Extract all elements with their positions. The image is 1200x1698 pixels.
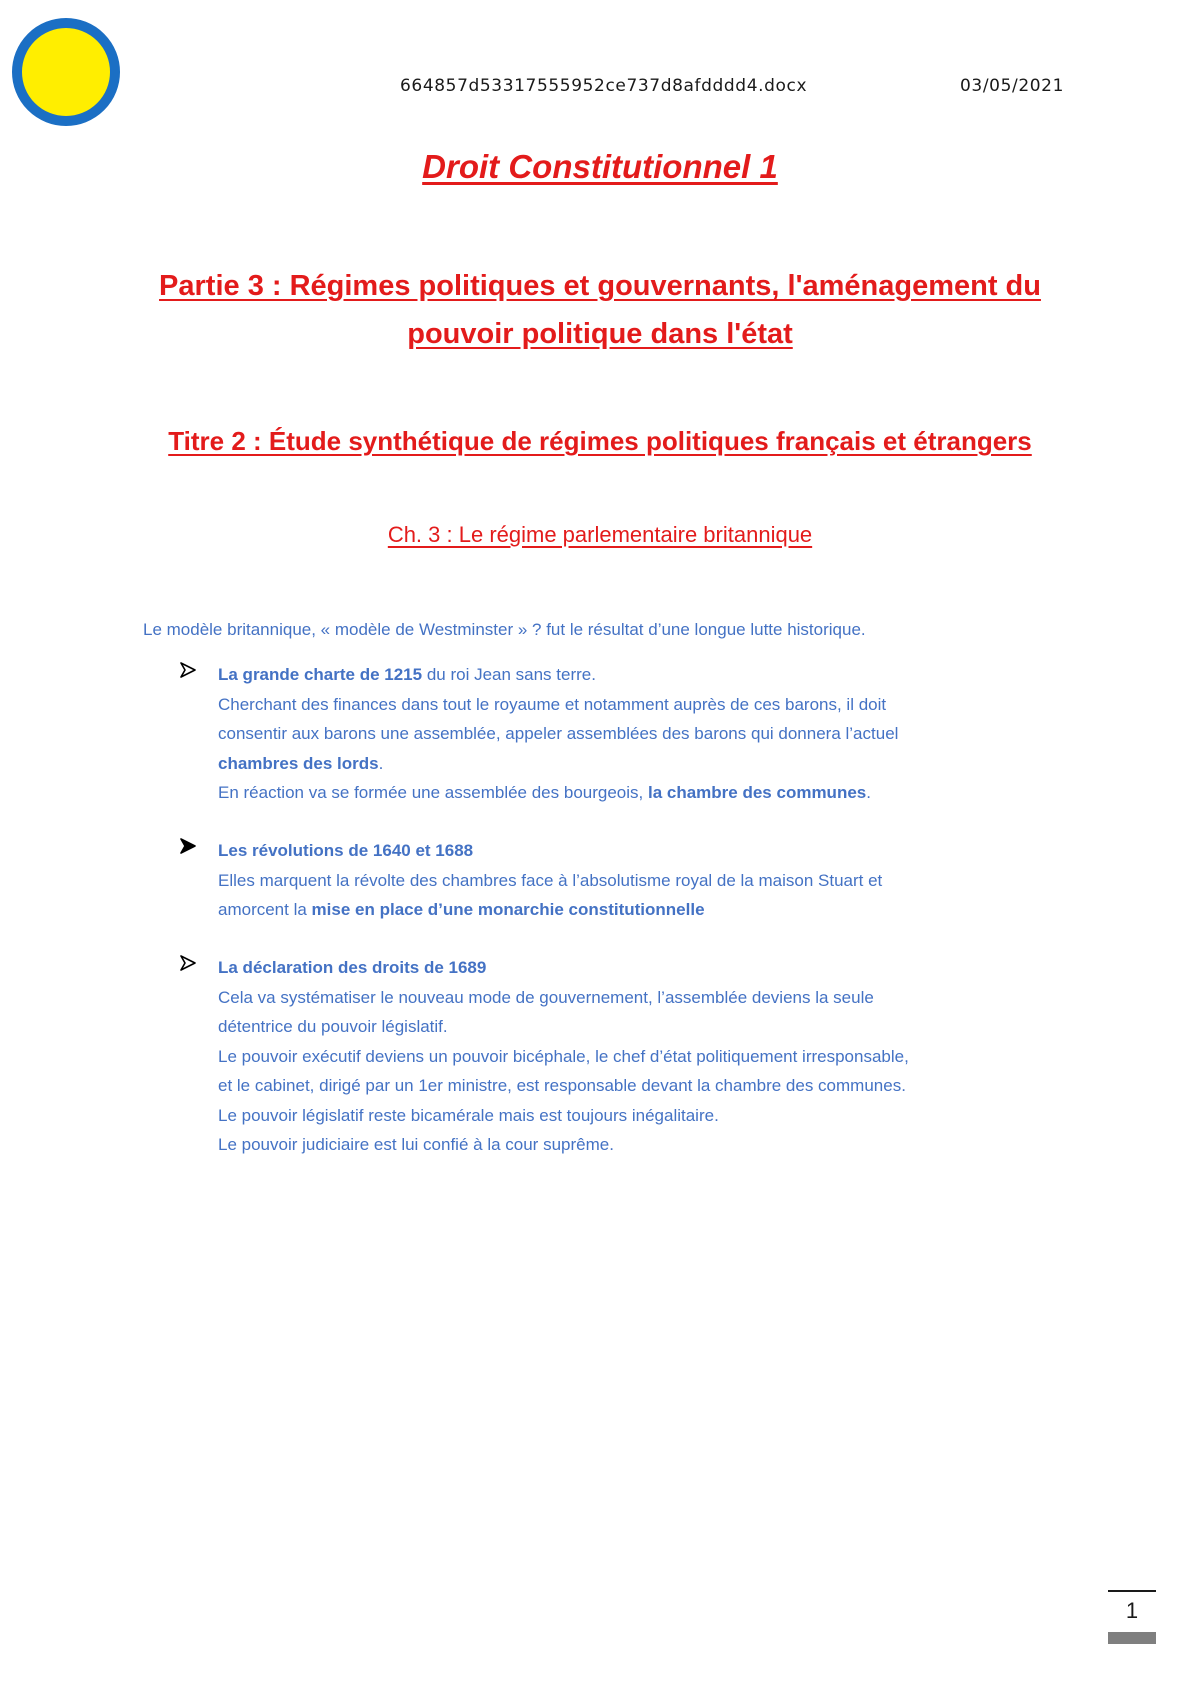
item-text-line: détentrice du pouvoir législatif. xyxy=(218,1017,448,1036)
item-text-line: et le cabinet, dirigé par un 1er ministre, est responsable devant la chambre des communes. xyxy=(218,1076,906,1095)
list-item-body xyxy=(218,836,1078,925)
item-heading: La grande charte de 1215 xyxy=(218,665,423,684)
page-number-rule xyxy=(1108,1590,1156,1592)
intro-paragraph: Le modèle britannique, « modèle de Westminster » ? fut le résultat d’une longue lutte historique. xyxy=(143,620,866,639)
item-text-line: Le pouvoir judiciaire est lui confié à la cour suprême. xyxy=(218,1135,614,1154)
list-item-body xyxy=(218,660,1078,808)
item-text: . xyxy=(378,753,384,773)
logo-circle-icon xyxy=(12,18,120,126)
item-text: amorcent la xyxy=(218,900,312,919)
arrow-bullet-icon xyxy=(180,662,196,678)
chapter-heading: Ch. 3 : Le régime parlementaire britannique xyxy=(387,522,813,547)
header-filename: 664857d53317555952ce737d8afdddd4.docx xyxy=(400,76,808,96)
item-text-line: Cela va systématiser le nouveau mode de gouvernement, l’assemblée deviens la seule xyxy=(218,987,874,1007)
item-bold-text: chambres des lords xyxy=(218,753,379,773)
item-heading: La déclaration des droits de 1689 xyxy=(218,958,487,977)
header-date: 03/05/2021 xyxy=(960,76,1064,96)
item-text-line: Elles marquent la révolte des chambres face à l’absolutisme royal de la maison Stuart et xyxy=(218,870,883,890)
titre-heading: Titre 2 : Étude synthétique de régimes politiques français et étrangers xyxy=(168,426,1032,456)
item-bold-text: mise en place d’une monarchie constitutionnelle xyxy=(311,900,705,919)
page-number-bar xyxy=(1108,1632,1156,1644)
document-title: Droit Constitutionnel 1 xyxy=(422,148,778,185)
item-heading: Les révolutions de 1640 et 1688 xyxy=(218,841,474,860)
item-text: En réaction va se formée une assemblée des bourgeois, xyxy=(218,783,648,802)
item-heading-rest: du roi Jean sans terre. xyxy=(422,665,596,684)
item-bold-text: la chambre des communes xyxy=(647,783,867,802)
list-item-body xyxy=(218,953,1078,1160)
item-text: . xyxy=(866,783,871,802)
arrow-bullet-icon xyxy=(180,955,196,971)
item-text-line: Cherchant des finances dans tout le royaume et notamment auprès de ces barons, il doit xyxy=(218,694,887,714)
arrow-bullet-icon xyxy=(180,838,196,854)
item-text-line: Le pouvoir législatif reste bicamérale mais est toujours inégalitaire. xyxy=(218,1105,719,1125)
item-text-line: Le pouvoir exécutif deviens un pouvoir bicéphale, le chef d’état politiquement irresponsable, xyxy=(218,1046,909,1066)
item-text-line: consentir aux barons une assemblée, appeler assemblées des barons qui donnera l’actuel xyxy=(218,724,899,743)
partie-heading: Partie 3 : Régimes politiques et gouvernants, l'aménagement du pouvoir politique dans l'état xyxy=(159,270,1041,350)
page-number: 1 xyxy=(1125,1598,1139,1623)
